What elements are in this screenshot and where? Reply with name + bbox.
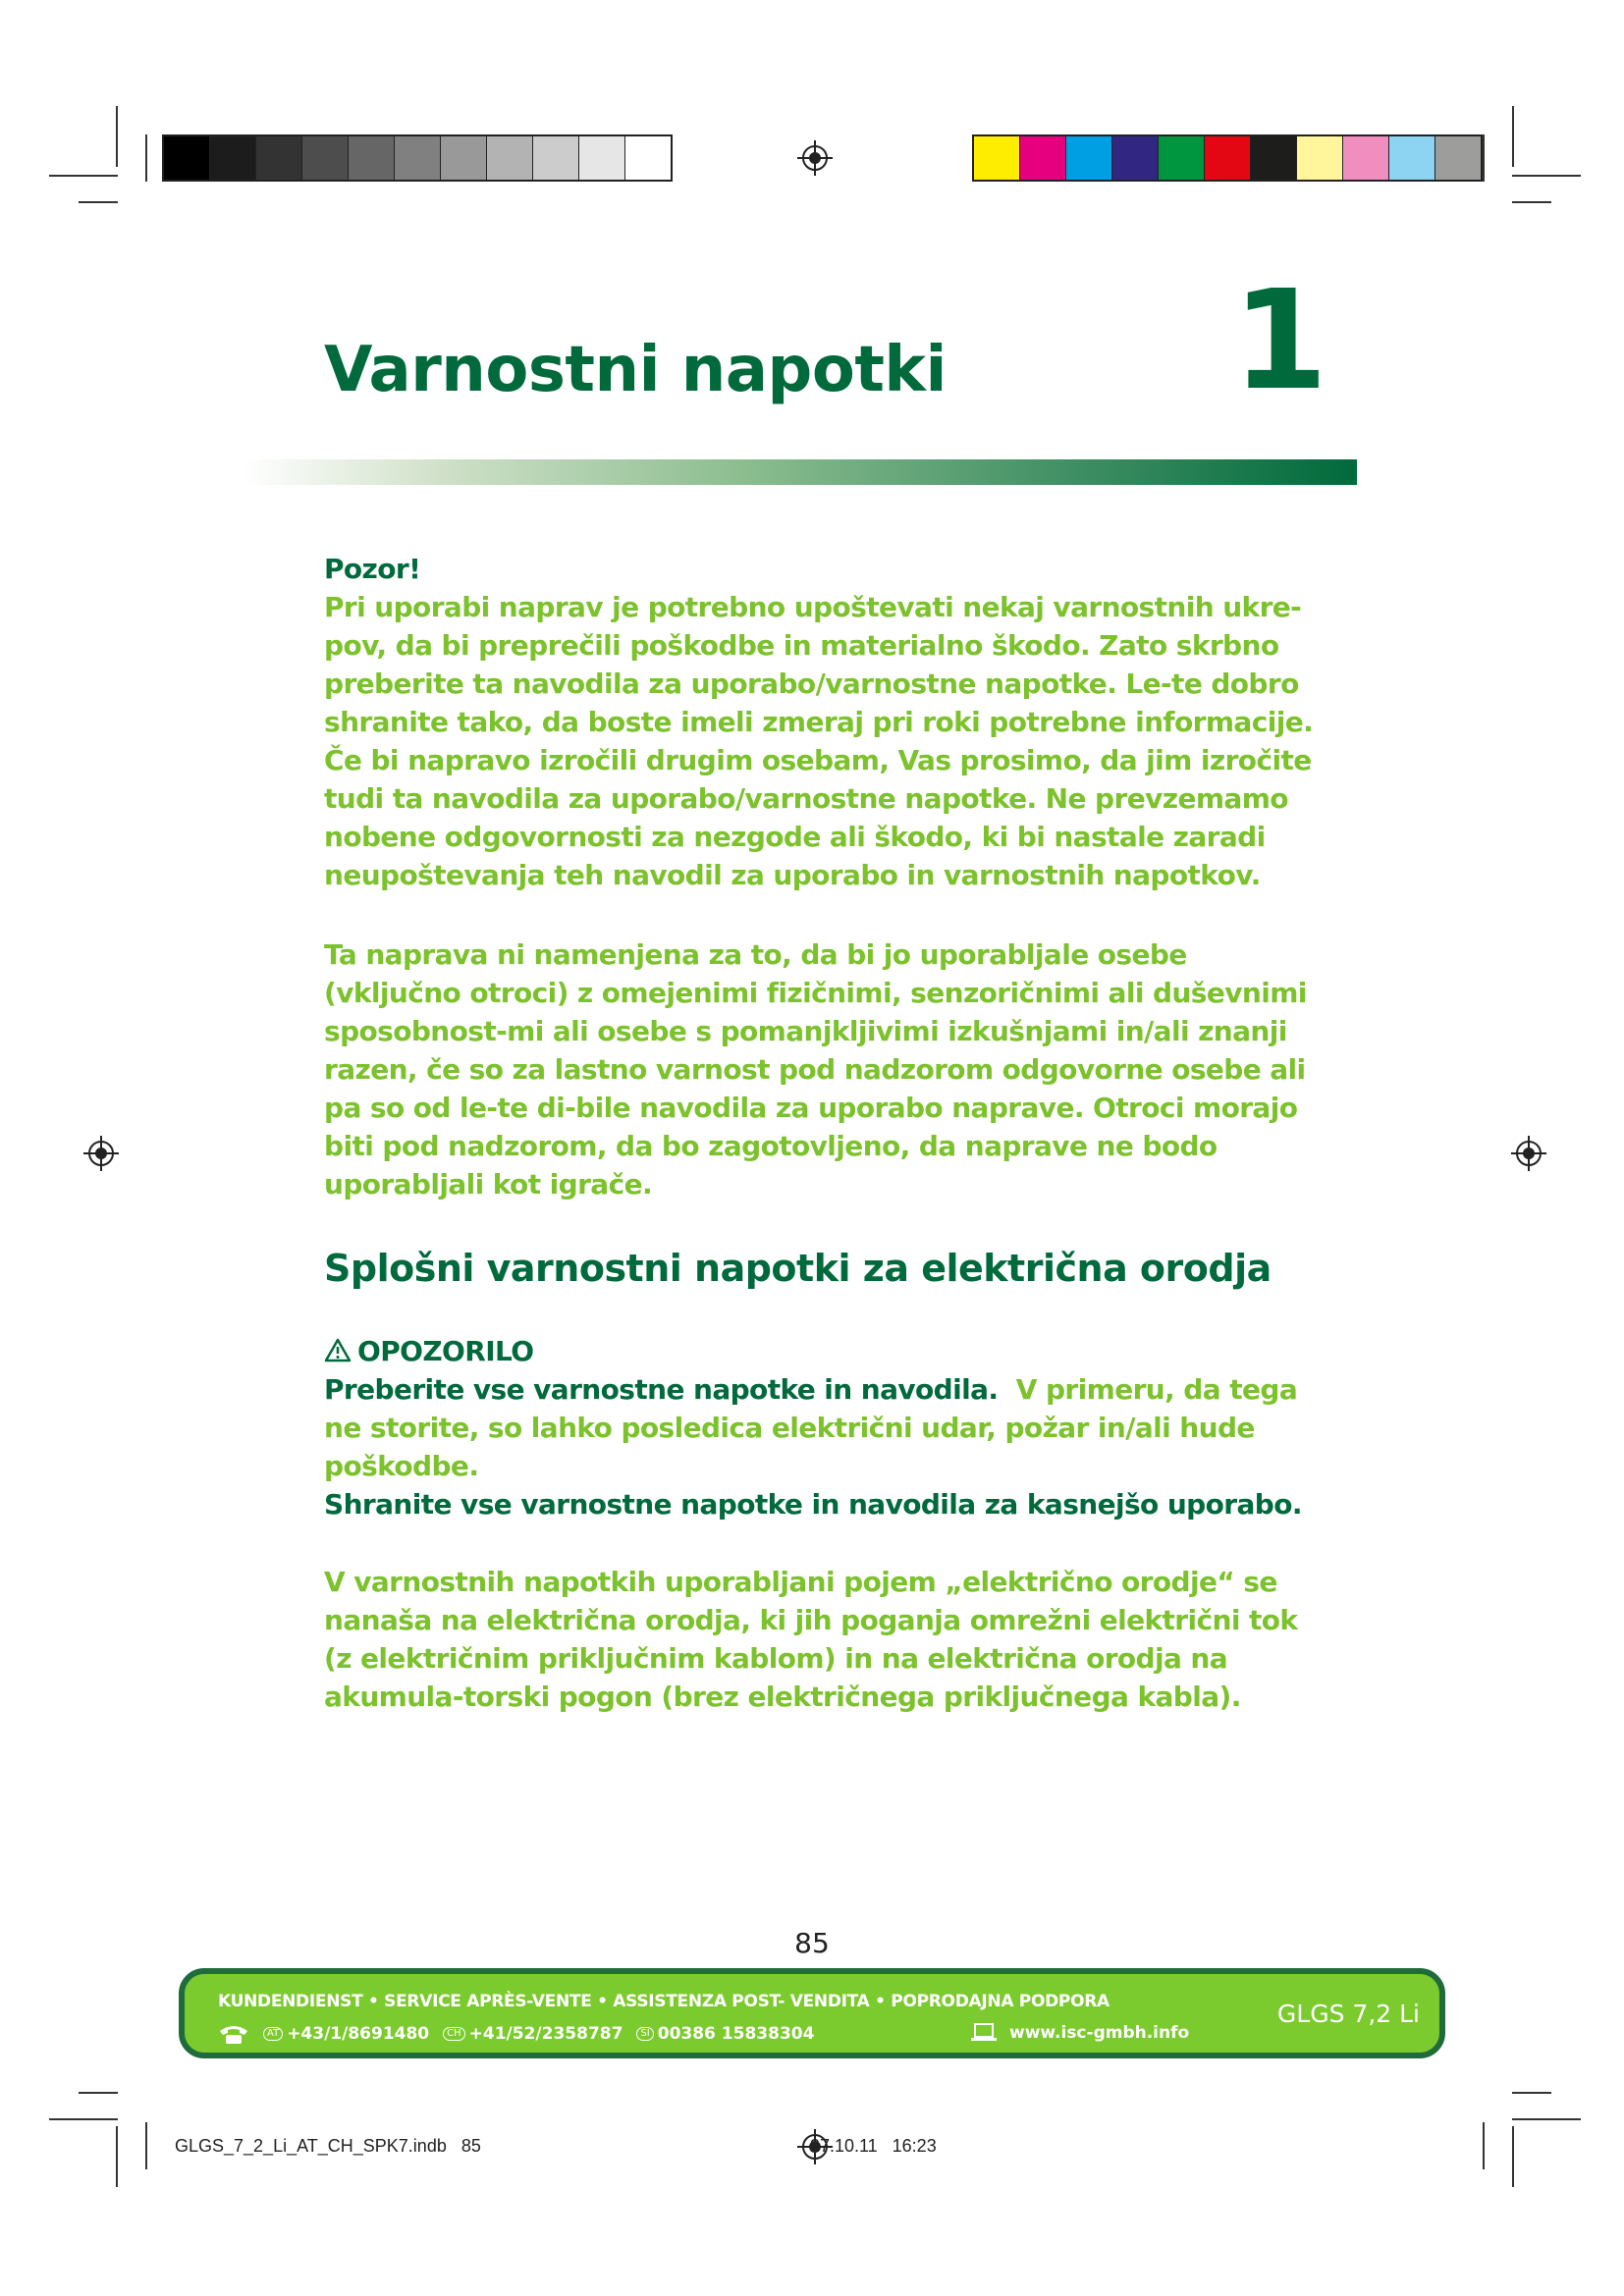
process-color-swatch (1066, 136, 1112, 180)
registration-mark-icon (796, 139, 834, 177)
instruction-light: V primeru, da tega ne storite, so lahko posledica električni udar, požar in/ali hude poškodbe. (324, 1373, 1298, 1482)
process-color-swatch (1020, 136, 1066, 180)
phone-si: SI 00386 15838304 (636, 2024, 814, 2044)
phone-at: AT +43/1/8691480 (263, 2024, 429, 2044)
opozorilo-block (324, 1332, 1316, 1523)
telephone-icon (218, 2023, 249, 2045)
grayscale-swatch (533, 136, 579, 180)
process-color-swatch (1435, 136, 1481, 180)
warning-triangle-icon (324, 1338, 352, 1362)
registration-mark-icon (82, 1135, 120, 1172)
phone-list (218, 2023, 814, 2045)
warning-heading: Pozor! (324, 553, 421, 585)
laptop-icon (970, 2023, 998, 2043)
process-color-swatch (1112, 136, 1159, 180)
phone-ch: CH +41/52/2358787 (443, 2024, 623, 2044)
grayscale-swatch (164, 136, 210, 180)
website-link[interactable]: www.isc-gmbh.info (1009, 2023, 1190, 2043)
registration-mark-icon (1510, 1135, 1547, 1172)
grayscale-swatch (487, 136, 533, 180)
grayscale-swatch (579, 136, 625, 180)
warning-block (324, 550, 1316, 894)
grayscale-swatch (441, 136, 487, 180)
supervision-block (324, 935, 1316, 1203)
grayscale-swatch (395, 136, 441, 180)
print-slug: GLGS_7_2_Li_AT_CH_SPK7.indb 85 27.10.11 16:23 (175, 2136, 937, 2156)
grayscale-swatch (256, 136, 302, 180)
title-gradient-rule (244, 459, 1357, 485)
instruction-dark: Preberite vse varnostne napotke in navodila. (324, 1373, 999, 1406)
process-color-swatch (1297, 136, 1343, 180)
process-color-swatch (1205, 136, 1251, 180)
service-footer (179, 1968, 1445, 2058)
warning-label: OPOZORILO (357, 1335, 534, 1367)
model-name: GLGS 7,2 Li (1276, 2000, 1420, 2028)
page-title: Varnostni napotki (324, 334, 947, 406)
website-info (970, 2023, 1189, 2043)
process-color-swatch (1343, 136, 1389, 180)
grayscale-swatch (302, 136, 349, 180)
page-number: 85 (794, 1927, 830, 1959)
chapter-number: 1 (1232, 261, 1328, 421)
supervision-paragraph: Ta naprava ni namenjena za to, da bi jo uporabljale osebe (vključno otroci) z omejenimi fizičnimi, senzoričnimi ali duševnimi sposobnost-mi ali osebe s pomanjkljivimi izkušnjami in/ali znanji razen, če so za lastno varnost pod nadzorom odgovorne osebe ali pa so od le-te di-bile navodila za uporabo naprave. Otroci morajo biti pod nadzorom, da bo zagotovljeno, da naprave ne bodo uporabljali kot igrače. (324, 938, 1307, 1201)
process-color-swatch (1251, 136, 1297, 180)
grayscale-color-bar (162, 134, 673, 182)
service-label: KUNDENDIENST • SERVICE APRÈS-VENTE • ASSISTENZA POST- VENDITA • POPRODAJNA PODPORA (218, 1992, 1110, 2011)
keep-instruction: Shranite vse varnostne napotke in navodila za kasnejšo uporabo. (324, 1488, 1302, 1521)
definition-paragraph: V varnostnih napotkih uporabljani pojem „električno orodje“ se nanaša na električna orodja, ki jih poganja omrežni električni tok (z električnim priključnim kablom) in na električna orodja na akumula-torski pogon (brez električnega priključnega kabla). (324, 1566, 1298, 1713)
grayscale-swatch (625, 136, 671, 180)
process-color-swatch (1389, 136, 1435, 180)
process-color-swatch (1159, 136, 1205, 180)
section-heading: Splošni varnostni napotki za električna orodja (324, 1247, 1272, 1290)
process-color-bar (972, 134, 1483, 182)
grayscale-swatch (349, 136, 395, 180)
definition-block (324, 1563, 1316, 1716)
grayscale-swatch (210, 136, 256, 180)
warning-paragraph: Pri uporabi naprav je potrebno upoštevati nekaj varnostnih ukre-pov, da bi preprečili poškodbe in materialno škodo. Zato skrbno preberite ta navodila za uporabo/varnostne napotke. Le-te dobro shranite tako, da boste imeli zmeraj pri roki potrebne informacije. Če bi napravo izročili drugim osebam, Vas prosimo, da jim izročite tudi ta navodila za uporabo/varnostne napotke. Ne prevzemamo nobene odgovornosti za nezgode ali škodo, ki bi nastale zaradi neupoštevanja teh navodil za uporabo in varnostnih napotkov. (324, 591, 1314, 891)
process-color-swatch (974, 136, 1020, 180)
